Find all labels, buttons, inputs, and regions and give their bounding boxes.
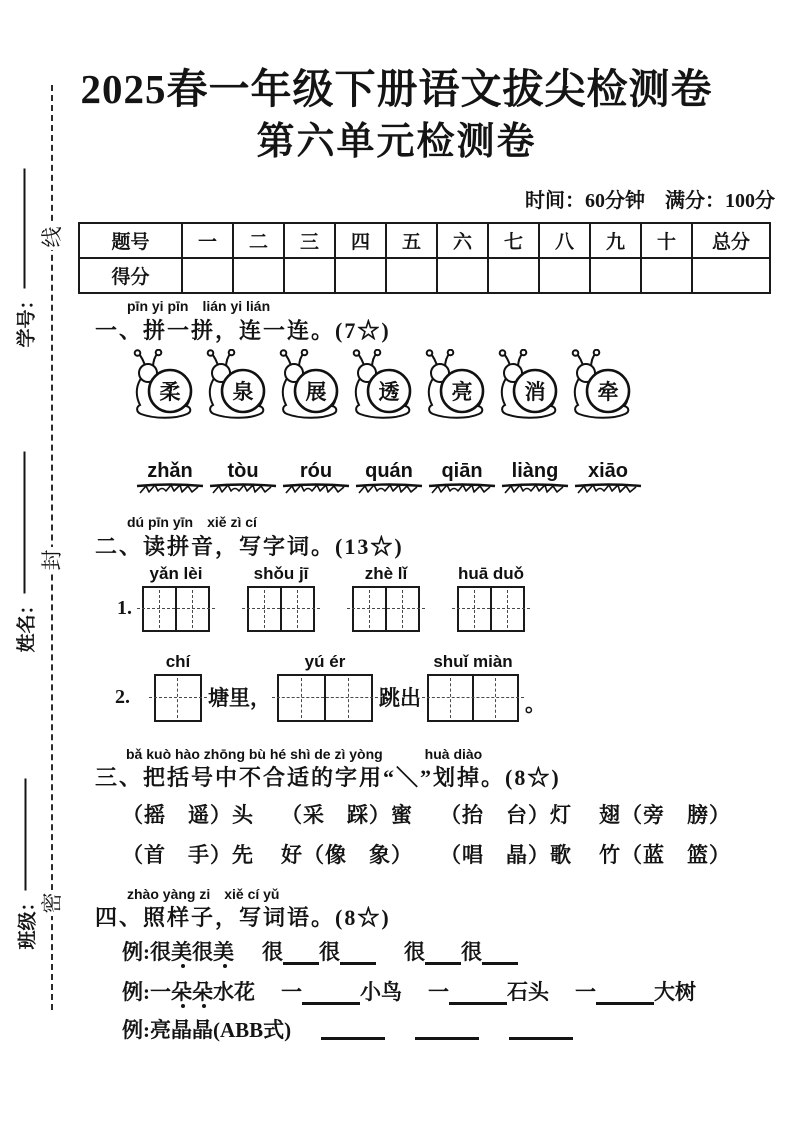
answer-blank <box>340 962 376 965</box>
choice-row <box>122 799 731 829</box>
grass-icon <box>354 481 424 495</box>
word-pinyin: yǎn lèi <box>149 564 203 583</box>
writing-grid <box>352 586 420 632</box>
grass-icon <box>135 481 205 495</box>
name-text: 姓名： <box>16 595 37 653</box>
answer-blank <box>509 1037 573 1040</box>
snail-icon <box>424 349 488 421</box>
score-cell <box>386 258 437 293</box>
word-grid-group <box>457 564 525 632</box>
section4-pinyin: zhào yàng zi xiě cí yǔ <box>127 886 280 902</box>
snail-illustration <box>570 349 634 426</box>
emphasis-dot <box>223 964 227 968</box>
score-cell <box>641 258 692 293</box>
name-blank <box>24 451 26 593</box>
grass-icon <box>500 481 570 495</box>
snail-illustration <box>497 349 561 426</box>
grass-icon <box>427 481 497 495</box>
word-pinyin: yú ér <box>304 652 346 671</box>
word-pinyin: zhè lǐ <box>364 564 408 583</box>
pinyin-grass-item <box>208 460 278 495</box>
score-cell <box>488 258 539 293</box>
grid-cell <box>279 676 324 720</box>
target-word: 小鸟 <box>360 980 402 1004</box>
snail-icon <box>570 349 634 421</box>
choice-item: 竹（蓝 篮） <box>599 843 731 867</box>
grid-cell <box>249 588 280 630</box>
snail-character: 牵 <box>597 380 619 404</box>
snail-character: 透 <box>378 380 400 404</box>
snail-illustration <box>351 349 415 426</box>
snail-character: 泉 <box>232 380 254 404</box>
example-word: 例:亮晶晶(ABB式) <box>122 1018 292 1042</box>
grid-cell <box>156 676 200 720</box>
question-number-header: 题号 <box>79 223 182 258</box>
col-10: 十 <box>641 223 692 258</box>
answer-blank <box>449 1002 507 1005</box>
col-9: 九 <box>590 223 641 258</box>
emphasis-dot <box>181 964 185 968</box>
pinyin-word: liàng <box>511 460 559 482</box>
word-grid-group <box>277 652 373 722</box>
grid-cell <box>280 588 313 630</box>
pinyin-word: qiān <box>441 460 483 482</box>
snail-illustration <box>278 349 342 426</box>
section3-title: 三、把括号中不合适的字用“＼”划掉。(8☆) <box>95 765 561 790</box>
grid-cell <box>472 676 517 720</box>
answer-blank <box>482 962 518 965</box>
choice-row <box>122 839 731 869</box>
writing-grid <box>154 674 202 722</box>
time-score-info: 时间：60分钟 满分：100分 <box>525 190 775 212</box>
example-line-3 <box>122 1014 573 1044</box>
grid-cell <box>354 588 385 630</box>
word-grid-group <box>154 652 202 722</box>
writing-grid <box>142 586 210 632</box>
choice-item: （抬 台）灯 <box>440 803 572 827</box>
paper-title: 2025春一年级下册语文拔尖检测卷 <box>80 66 713 112</box>
grid-cell <box>324 676 371 720</box>
pinyin-grass-item <box>281 460 351 495</box>
col-2: 二 <box>233 223 284 258</box>
pattern-char: 很 <box>262 940 283 964</box>
col-4: 四 <box>335 223 386 258</box>
example-text <box>122 976 255 1006</box>
pattern-char: 一 <box>281 980 302 1004</box>
score-cell <box>284 258 335 293</box>
col-8: 八 <box>539 223 590 258</box>
score-cell <box>335 258 386 293</box>
paper-subtitle: 第六单元检测卷 <box>256 121 537 163</box>
word-pinyin: shuǐ miàn <box>433 652 513 671</box>
pinyin-grass-row <box>135 460 643 495</box>
score-cell <box>437 258 488 293</box>
example-word: 例:一朵朵水花 <box>122 980 255 1004</box>
score-cell <box>233 258 284 293</box>
word-grid-group <box>247 564 315 632</box>
snail-icon <box>132 349 196 421</box>
fill-item <box>262 936 376 966</box>
section3-pinyin: bǎ kuò hào zhōng bù hé shì de zì yòng huà diào <box>126 746 483 762</box>
emphasis-dot <box>202 1004 206 1008</box>
score-cell <box>182 258 233 293</box>
grid-cell <box>459 588 490 630</box>
pinyin-grass-item <box>135 460 205 495</box>
snail-illustration <box>132 349 196 426</box>
score-row <box>79 258 770 293</box>
col-1: 一 <box>182 223 233 258</box>
snail-illustration <box>424 349 488 426</box>
snail-row <box>132 349 634 426</box>
writing-grid <box>247 586 315 632</box>
writing-grid <box>277 674 373 722</box>
sentence-text: 跳出 <box>379 686 421 710</box>
answer-blank <box>425 962 461 965</box>
score-row-header: 得分 <box>79 258 182 293</box>
grid-cell <box>144 588 175 630</box>
example-text <box>122 936 234 966</box>
snail-icon <box>205 349 269 421</box>
seal-char-secret: 密 <box>39 890 65 916</box>
section1-pinyin: pīn yi pīn lián yi lián <box>127 298 271 314</box>
answer-blank <box>302 1002 360 1005</box>
section1-title: 一、拼一拼，连一连。(7☆) <box>95 318 391 343</box>
item-number: 2. <box>115 686 130 708</box>
snail-character: 展 <box>305 380 327 404</box>
word-pinyin: chí <box>165 652 191 671</box>
word-grid-group <box>427 652 519 722</box>
choice-item: （采 踩）蜜 <box>281 803 413 827</box>
fill-item <box>575 976 696 1006</box>
snail-icon <box>278 349 342 421</box>
answer-blank <box>321 1037 385 1040</box>
target-word: 石头 <box>507 980 549 1004</box>
grid-cell <box>490 588 523 630</box>
col-3: 三 <box>284 223 335 258</box>
grid-cell <box>175 588 208 630</box>
answer-blank <box>283 962 319 965</box>
pinyin-grass-item <box>354 460 424 495</box>
snail-character: 亮 <box>451 380 473 404</box>
question-number-row <box>79 223 770 258</box>
word-grid-group <box>352 564 420 632</box>
writing-grid <box>457 586 525 632</box>
example-line-2 <box>122 976 696 1006</box>
pattern-char: 很 <box>404 940 425 964</box>
snail-illustration <box>205 349 269 426</box>
grid-cell <box>385 588 418 630</box>
writing-grid <box>427 674 519 722</box>
answer-blank <box>415 1037 479 1040</box>
choice-item: （唱 晶）歌 <box>440 843 572 867</box>
pattern-char: 很 <box>461 940 482 964</box>
section2-pinyin: dú pīn yīn xiě zì cí <box>127 514 257 530</box>
pattern-char: 一 <box>575 980 596 1004</box>
score-cell <box>539 258 590 293</box>
snail-character: 柔 <box>159 380 181 404</box>
col-7: 七 <box>488 223 539 258</box>
pattern-char: 一 <box>428 980 449 1004</box>
example-text <box>122 1014 291 1044</box>
class-label <box>13 767 39 950</box>
pinyin-word: tòu <box>227 460 259 482</box>
choice-item: （首 手）先 <box>122 843 254 867</box>
pattern-char: 很 <box>319 940 340 964</box>
col-5: 五 <box>386 223 437 258</box>
target-word: 大树 <box>654 980 696 1004</box>
col-6: 六 <box>437 223 488 258</box>
fill-item <box>404 936 518 966</box>
pinyin-grass-item <box>427 460 497 495</box>
section2-title: 二、读拼音，写字词。(13☆) <box>95 534 404 559</box>
word-grid-group <box>142 564 210 632</box>
class-text: 班级： <box>17 892 38 950</box>
word-pinyin: shǒu jī <box>253 564 309 583</box>
col-total: 总分 <box>692 223 770 258</box>
score-cell <box>590 258 641 293</box>
word-pinyin: huā duǒ <box>457 564 525 583</box>
choice-item: （摇 遥）头 <box>122 803 254 827</box>
grass-icon <box>573 481 643 495</box>
section4-title: 四、照样子，写词语。(8☆) <box>95 905 391 930</box>
sentence-text: 塘里， <box>208 686 271 710</box>
pinyin-word: róu <box>299 460 333 482</box>
fill-item <box>281 976 402 1006</box>
seal-char-seal: 封 <box>39 547 65 573</box>
pinyin-grass-item <box>500 460 570 495</box>
pinyin-word: quán <box>365 460 413 482</box>
item-number: 1. <box>117 597 132 619</box>
pinyin-word: zhǎn <box>147 460 193 482</box>
score-table <box>78 222 771 294</box>
choice-item: 好（像 象） <box>281 843 413 867</box>
grass-icon <box>281 481 351 495</box>
answer-blank <box>596 1002 654 1005</box>
student-number-text: 学号： <box>16 290 37 348</box>
score-cell-total <box>692 258 770 293</box>
example-word: 例:很美很美 <box>122 940 234 964</box>
sentence-fill-row <box>154 652 546 722</box>
seal-char-line: 线 <box>39 224 65 250</box>
name-label <box>12 448 38 653</box>
emphasis-dot <box>181 1004 185 1008</box>
sentence-text: 。 <box>525 692 546 716</box>
pinyin-word: xiāo <box>587 460 629 482</box>
fill-item <box>428 976 549 1006</box>
snail-character: 消 <box>524 380 546 404</box>
example-line-1 <box>122 936 518 966</box>
grid-cell <box>429 676 472 720</box>
class-blank <box>25 778 27 890</box>
pinyin-grass-item <box>573 460 643 495</box>
snail-icon <box>351 349 415 421</box>
grass-icon <box>208 481 278 495</box>
choice-item: 翅（旁 膀） <box>599 803 731 827</box>
snail-icon <box>497 349 561 421</box>
